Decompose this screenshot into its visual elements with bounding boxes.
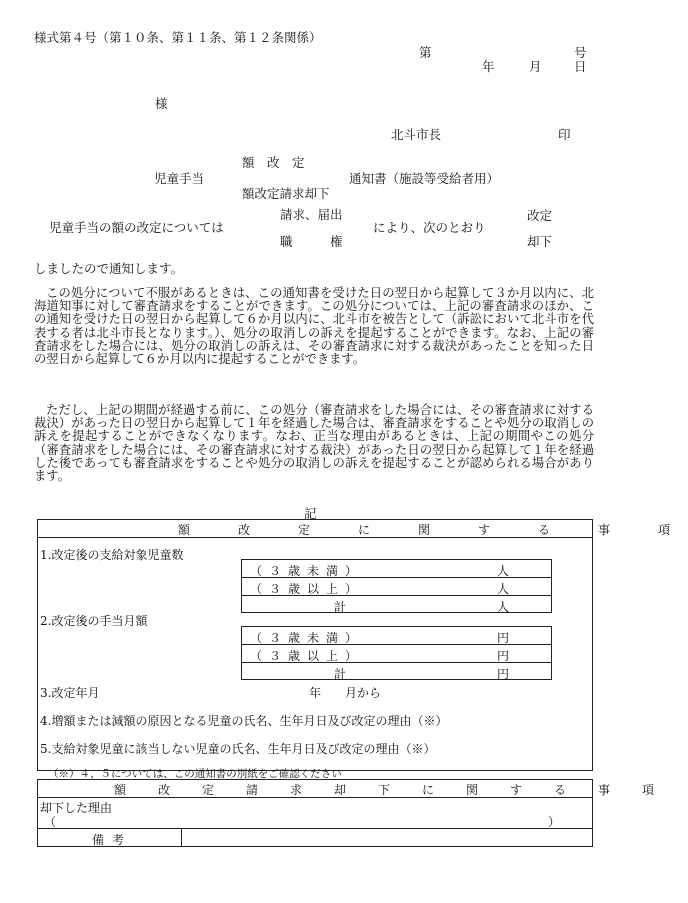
children-row-unit: 人 — [497, 564, 510, 578]
title-line-rejection: 額改定請求却下 — [242, 186, 330, 201]
notice-paragraph-1: この処分について不服があるときは、この通知書を受けた日の翌日から起算して３か月以内に、北海道知事に対して審査請求をすることができます。この処分については、上記の審査請求のほか、この通知を受けた日の翌日から起算して６か月以内に、北斗市を被告として（訴訟において北斗市を代表する者は北斗市長となります。）、処分の取消しの訴えを提起することができます。なお、上記の審査請求をした場合には、処分の取消しの訴えは、その審査請求に対する裁決があったことを知った日の翌日から起算して６か月以内に提起することができます。 — [34, 286, 594, 367]
item-ineligible-child-reason: 5.支給対象児童に該当しない児童の氏名、生年月日及び改定の理由（※） — [40, 742, 436, 756]
ki-marker: 記 — [304, 506, 317, 521]
addressee-honorific: 様 — [155, 96, 168, 111]
rejection-reason-label: 却下した理由 — [40, 801, 113, 815]
amount-row-label: 計 — [334, 667, 347, 681]
intro-closing: しましたので通知します。 — [34, 261, 184, 276]
amount-row-unit: 円 — [497, 667, 510, 681]
title-line-amount-revision: 額 改 定 — [242, 155, 305, 170]
divider — [37, 797, 593, 798]
children-row-label: 計 — [334, 600, 347, 614]
amount-row-unit: 円 — [497, 649, 510, 663]
children-row-label: （３歳未満） — [250, 564, 365, 578]
divider — [37, 537, 593, 538]
reason-paren-open: （ — [44, 815, 57, 829]
item-child-change-reason: 4.増額または減額の原因となる児童の氏名、生年月日及び改定の理由（※） — [40, 714, 448, 728]
date-year: 年 — [482, 59, 495, 74]
revision-section-header: 額 改 定 に 関 す る 事 項 — [178, 523, 688, 537]
date-day: 日 — [574, 59, 587, 74]
amount-row-label: （３歳未満） — [250, 631, 365, 645]
notice-paragraph-2: ただし、上記の期間が経過する前に、この処分（審査請求をした場合には、その審査請求に対する裁決）があった日の翌日から起算して１年を経過した場合は、審査請求をすることや処分の取消しの訴えを提起することができなくなります。なお、正当な理由があるときは、上記の期間やこの処分（審査請求をした場合には、その審査請求に対する裁決）があった日の翌日から起算して１年を経過した後であっても審査請求をすることや処分の取消しの訴えを提起することが認められる場合があります。 — [34, 403, 594, 484]
children-row-unit: 人 — [497, 600, 510, 614]
children-row-label: （３歳以上） — [250, 582, 365, 596]
intro-lead: 児童手当の額の改定については — [49, 220, 224, 235]
number-suffix: 号 — [574, 45, 587, 60]
divider — [181, 828, 182, 847]
issuer-title: 北斗市長 — [391, 127, 442, 142]
option-ex-officio: 職 権 — [280, 234, 343, 249]
remarks-label: 備考 — [92, 833, 133, 847]
option-revise: 改定 — [527, 208, 553, 223]
option-request: 請求、届出 — [280, 207, 343, 222]
seal-mark: 印 — [558, 127, 571, 142]
reason-paren-close: ） — [548, 815, 561, 829]
title-suffix: 通知書（施設等受給者用） — [349, 171, 500, 186]
item-revision-month: 3.改定年月 — [40, 686, 100, 700]
amount-row-unit: 円 — [497, 631, 510, 645]
item-monthly-amount: 2.改定後の手当月額 — [40, 614, 148, 628]
amount-row-label: （３歳以上） — [250, 649, 365, 663]
title-prefix: 児童手当 — [154, 171, 205, 186]
number-prefix: 第 — [419, 45, 432, 60]
date-month: 月 — [529, 59, 542, 74]
option-reject: 却下 — [527, 234, 553, 249]
divider — [37, 828, 593, 829]
form-number: 様式第４号（第１０条、第１１条、第１２条関係） — [34, 30, 322, 45]
revision-month-value: 年 月から — [309, 686, 382, 700]
footnote: （※）４、５については、この通知書の別紙をご確認ください — [48, 768, 342, 780]
intro-middle: により、次のとおり — [373, 220, 486, 235]
children-row-unit: 人 — [497, 582, 510, 596]
rejection-section-header: 額 改 定 請 求 却 下 に 関 す る 事 項 — [114, 783, 665, 797]
item-children-count: 1.改定後の支給対象児童数 — [40, 548, 184, 562]
